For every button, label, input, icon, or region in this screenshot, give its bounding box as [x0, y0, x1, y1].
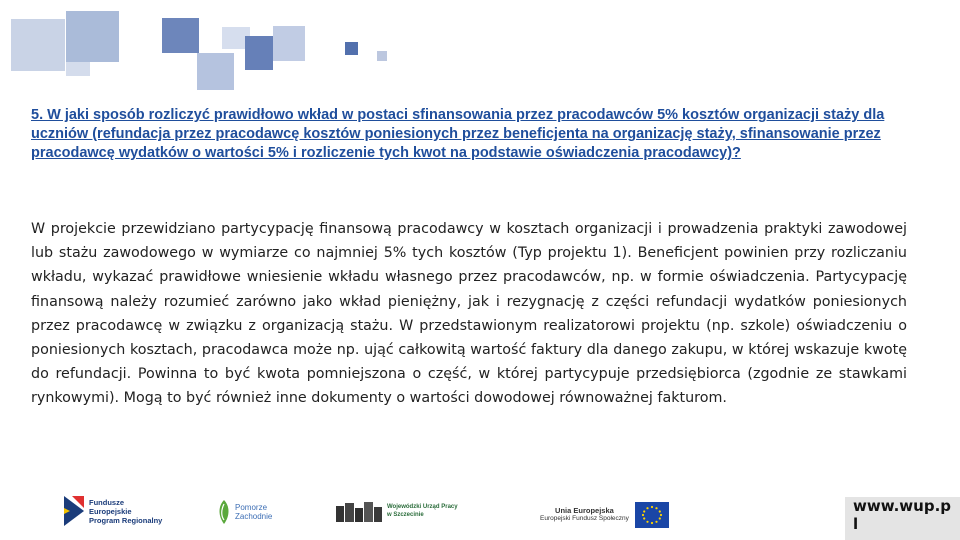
decorative-square	[345, 42, 358, 55]
wup-buildings-icon	[336, 500, 382, 522]
question-heading: 5. W jaki sposób rozliczyć prawidłowo wkład w postaci sfinansowania przez pracodawców 5% kosztów organizacji staży dla uczniów (refundacja przez pracodawcę kosztów poniesionych przez beneficjenta na organizację staży, sfinansowanie przez pracodawcę wydatków o wartości 5% i rozliczenie tych kwot na podstawie oświadczenia pracodawcy)?	[31, 107, 885, 161]
pomorze-zachodnie-logo: Pomorze Zachodnie	[216, 498, 272, 526]
unia-europejska-logo: Unia Europejska Europejski Fundusz Społeczny	[540, 502, 669, 528]
decorative-square	[66, 62, 90, 76]
decorative-square	[11, 19, 65, 71]
pomorze-leaf-icon	[216, 498, 232, 526]
decorative-square	[66, 11, 119, 62]
decorative-square	[377, 51, 387, 61]
eu-flag-icon	[635, 502, 669, 528]
fundusze-flag-icon	[64, 496, 84, 526]
wup-szczecin-logo: Wojewódzki Urząd Pracy w Szczecinie	[336, 500, 458, 522]
answer-paragraph: W projekcie przewidziano partycypację finansową pracodawcy w kosztach organizacji i prowadzenia praktyki zawodowej lub stażu zawodowego w wymiarze co najmniej 5% tych kosztów (Typ projektu 1). Beneficjent powinien przy rozliczaniu wkładu, wykazać prawidłowe wniesienie wkładu własnego przez pracodawców, np. w formie oświadczenia. Partycypację finansową należy rozumieć zarówno jako wkład pieniężny, jak i rezygnację z części refundacji wydatków poniesionych przez pracodawcę w związku z organizacją stażu. W przedstawionym realizatorowi projektu (np. szkole) oświadczeniu o poniesionych kosztach, pracodawca może np. ująć całkowitą wartość faktury dla danego zakupu, w której wskazuje kwotę do refundacji. Powinna to być kwota pomniejszona o część, w której partycypuje przedsiębiorca (zgodnie ze stawkami rynkowymi). Mogą to być również inne dokumenty o wartości dowodowej równoważnej fakturom.	[31, 221, 907, 407]
decorative-square	[245, 36, 273, 70]
footer-logos	[0, 490, 960, 540]
decorative-square	[162, 18, 199, 53]
decorative-square	[273, 26, 305, 61]
decorative-square	[197, 53, 234, 90]
website-url[interactable]: www.wup.p l	[845, 497, 960, 540]
fundusze-europejskie-logo: Fundusze Europejskie Program Regionalny	[64, 496, 162, 526]
